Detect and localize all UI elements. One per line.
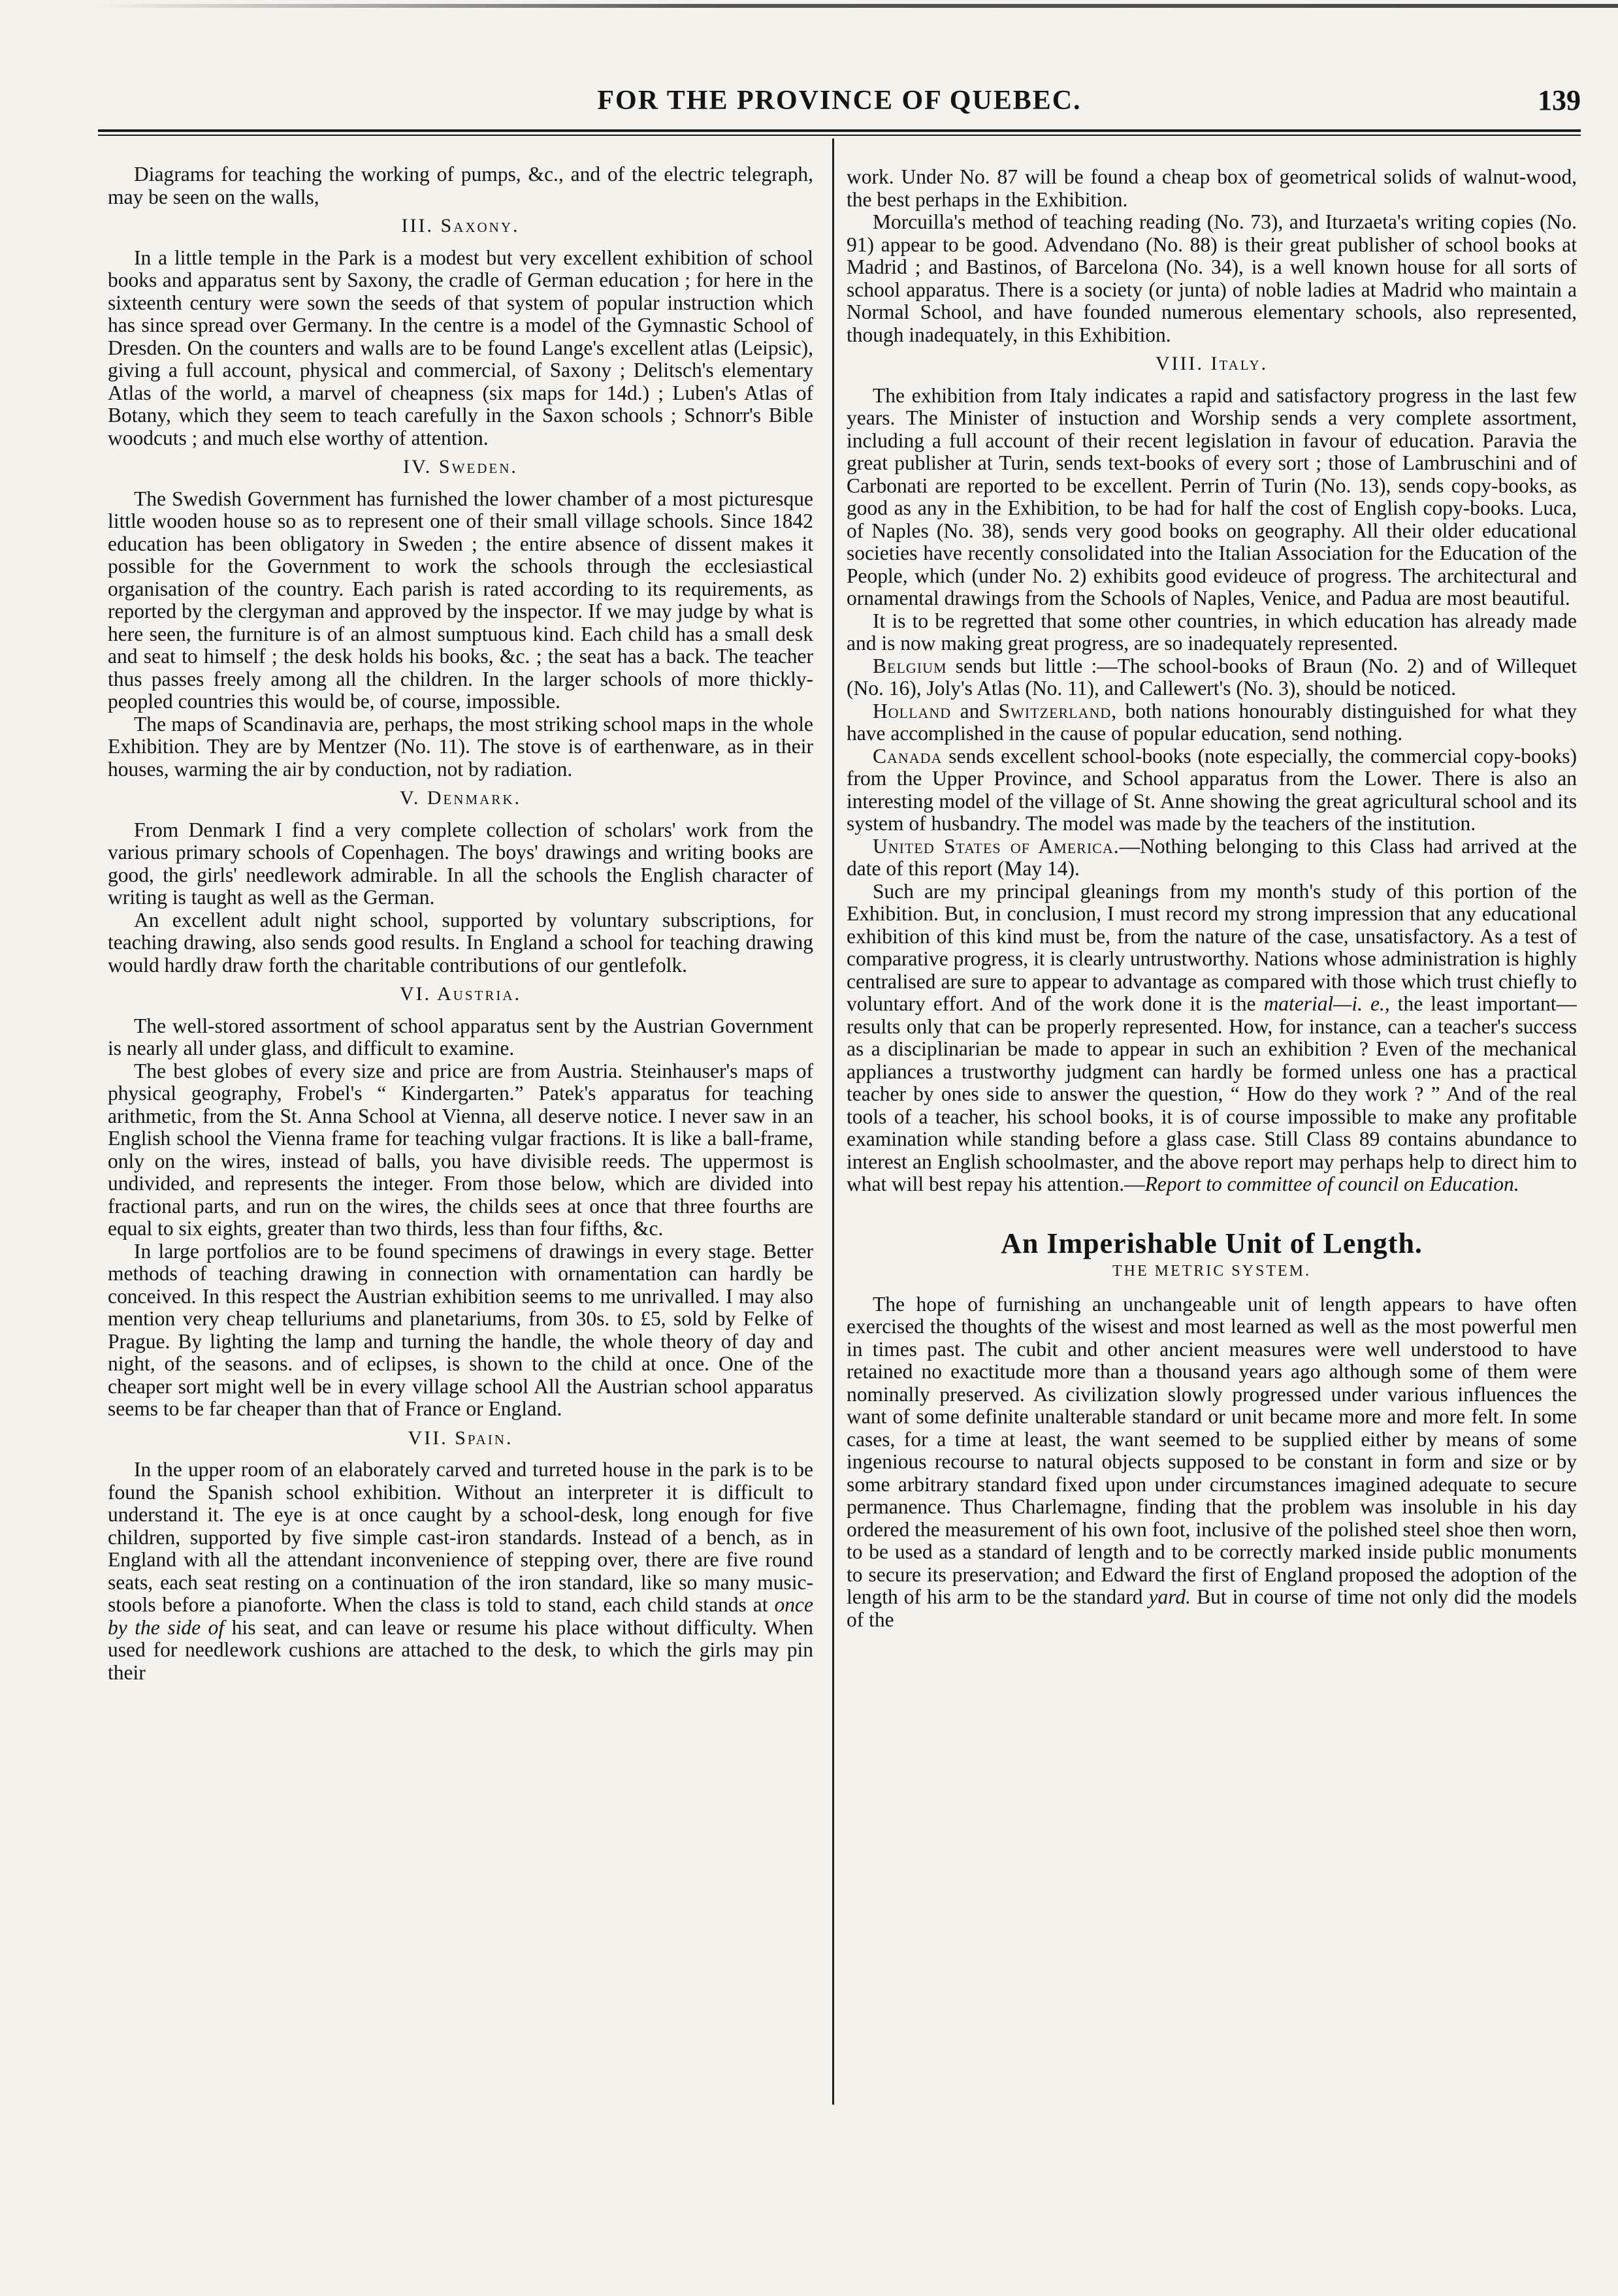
austria-paragraph-1: The well-stored assortment of school apparatus sent by the Austrian Government is nearly all under glass, and difficult to examine. (108, 1014, 813, 1059)
section-heading-denmark: V. Denmark. (400, 787, 521, 809)
usa-paragraph (847, 835, 1577, 881)
holland-paragraph (847, 700, 1577, 745)
top-border-line (91, 4, 1618, 8)
metric-text-a: The hope of furnishing an unchangeable unit of length appears to have often exercised the thoughts of the wisest and most learned as well as the most powerful men in times past. The cubit and other ancient measures were well understood to have retained no exactitude more than a thousand years ago although some of them were nominally preserved. As civilization slowly progressed under various influences the want of some definite unalterable standard or unit became more and more felt. In some cases, for a time at least, the want seemed to be supplied either by means of some ingenious recourse to natural objects supposed to be constant in form and size or by some arbitrary standard fixed upon under circumstances imagined adequate to secure permanence. Thus Charlemagne, finding that the problem was insoluble in his day ordered the measurement of his own foot, inclusive of the polished steel shoe then worn, to be used as a standard of length and to be correctly marked inside public monuments to secure its preservation; and Edward the first of England proposed the adoption of the length of his arm to be the standard (847, 1292, 1577, 1608)
running-title: FOR THE PROVINCE OF QUEBEC. (597, 86, 1082, 116)
article-title: An Imperishable Unit of Length. (1001, 1227, 1423, 1259)
sweden-paragraph-1: The Swedish Government has furnished the lower chamber of a most picturesque little wooden house so as to represent one of their small village schools. Since 1842 education has been obligatory in Sweden ; the entire absence of dissent makes it possible for the Government to work the schools through the ecclesiastical organisation of the country. Each parish is rated according to its requirements, as reported by the clergyman and approved by the inspector. If we may judge by what is here seen, the furniture is of an almost sumptuous kind. Each child has a small desk and seat to himself ; the desk holds his books, &c. ; the seat has a back. The teacher thus passes freely among all the children. In the larger schools of more thickly-peopled countries this would be, of course, impossible. (108, 487, 813, 713)
belgium-paragraph (847, 655, 1577, 700)
metric-emphasis: yard. (1148, 1585, 1191, 1608)
article-subtitle: THE METRIC SYSTEM. (1112, 1263, 1311, 1280)
section-heading-saxony: III. Saxony. (401, 215, 520, 236)
header-rule-thin (98, 135, 1581, 136)
belgium-label: Belgium (873, 654, 947, 677)
switzerland-label: Switzerland (998, 699, 1112, 722)
canada-text: sends excellent school-books (note especially, the commercial copy-books) from the Upper Province, and School apparatus from the Lower. There is also an interesting model of the village of St. Anne showing the great agricultural school and its system of husbandry. The model was made by the teachers of the institution. (847, 744, 1577, 835)
usa-label: United States of America. (873, 834, 1120, 858)
left-column (108, 163, 813, 2123)
section-heading-italy: VIII. Italy. (1155, 353, 1269, 374)
conclusion-emphasis: material—i. e., (1263, 992, 1390, 1015)
italy-paragraph-1: The exhibition from Italy indicates a rapid and satisfactory progress in the last few years. The Minister of instuction and Worship sends a very complete assortment, including a full account of their recent legislation in favour of education. Paravia the great publisher at Turin, sends text-books of every sort ; those of Lambruschini and of Carbonati are reported to be excellent. Perrin of Turin (No. 13), sends copy-books, as good as any in the Exhibition, to be had for half the cost of English copy-books. Luca, of Naples (No. 38), sends very good books on geography. All their older educational societies have recently consolidated into the Italian Association for the Education of the People, which (under No. 2) exhibits good evideuce of progress. The architectural and ornamental drawings from the Schools of Naples, Venice, and Padua are most beautiful. (847, 383, 1577, 609)
usa-text: —Nothing belonging to this Class had arrived at the date of this report (May 14). (847, 834, 1577, 880)
section-heading-sweden: IV. Sweden. (403, 456, 518, 477)
section-heading-austria: VI. Austria. (399, 983, 521, 1005)
sweden-paragraph-2: The maps of Scandinavia are, perhaps, the most striking school maps in the whole Exhibition. They are by Mentzer (No. 11). The stove is of earthenware, as in their houses, warming the air by conduction, not by radiation. (108, 712, 813, 781)
page-header (98, 78, 1581, 124)
spain-continued-1: work. Under No. 87 will be found a cheap box of geometrical solids of walnut-wood, the best perhaps in the Exhibition. (847, 166, 1577, 211)
header-rule-thick (98, 129, 1581, 132)
denmark-paragraph-2: An excellent adult night school, supported by voluntary subscriptions, for teaching drawing, also sends good results. In England a school for teaching drawing would hardly draw forth the charitable contributions of our gentlefolk. (108, 908, 813, 977)
holland-text: , both nations honourably distinguished for what they have accomplished in the cause of popular education, send nothing. (847, 699, 1577, 745)
belgium-text: sends but little :—The school-books of Braun (No. 2) and of Willequet (No. 16), Joly's Atlas (No. 11), and Callewert's (No. 3), should be noticed. (847, 654, 1577, 700)
austria-paragraph-3: In large portfolios are to be found specimens of drawings in every stage. Better methods of teaching drawing in connection with ornamentation can hardly be conceived. In this respect the Austrian exhibition seems to me unrivalled. I may also mention very cheap telluriums and planetariums, from 30s. to £5, sold by Felke of Prague. By lighting the lamp and turning the handle, the whole theory of day and night, of the seasons. and of eclipses, is shown to the child at once. One of the cheaper sort might well be in every village school All the Austrian school apparatus seems to be far cheaper than that of France or England. (108, 1239, 813, 1420)
canada-label: Canada (873, 744, 943, 768)
page-number: 139 (1538, 84, 1581, 116)
spain-text-b: his seat, and can leave or resume his place without difficulty. When used for needlework cushions are attached to the desk, to which the girls may pin their (108, 1615, 813, 1684)
intro-paragraph: Diagrams for teaching the working of pumps, &c., and of the electric telegraph, may be seen on the walls, (108, 163, 813, 208)
austria-paragraph-2: The best globes of every size and price are from Austria. Steinhauser's maps of physical geography, Frobel's “ Kindergarten.” Patek's apparatus for teaching arithmetic, from the St. Anna School at Vienna, all deserve notice. I never saw in an English school the Vienna frame for teaching vulgar fractions. It is like a ball-frame, only on the wires, instead of balls, you have divisible reeds. The uppermost is undivided, and represents the integer. From those below, which are divided into fractional parts, and run on the wires, the childs sees at once that three fourths are equal to six eights, greater than two thirds, less than four fifths, &c. (108, 1059, 813, 1240)
spain-text-emphasis: once by the side of (108, 1593, 813, 1639)
conclusion-signature: Report to committee of council on Education. (1144, 1172, 1519, 1195)
metric-text-b: But in course of time not only did the models of the (847, 1585, 1577, 1631)
column-divider (832, 138, 834, 2105)
spain-paragraph (108, 1459, 813, 1684)
holland-and: and (960, 699, 990, 722)
holland-label: Holland (873, 699, 952, 722)
spain-continued-2: Morcuilla's method of teaching reading (No. 73), and Iturzaeta's writing copies (No. 91) appear to be good. Advendano (No. 88) is their great publisher of school books at Madrid ; and Bastinos, of Barcelona (No. 34), is a well known house for all sorts of school apparatus. There is a society (or junta) of noble ladies at Madrid who maintain a Normal School, and have founded numerous elementary schools, also represented, though inadequately, in this Exhibition. (847, 210, 1577, 346)
conclusion-text-b: the least important—results only that can be properly represented. How, for instance, can a teacher's success as a disciplinarian be made to appear in such an exhibition ? Even of the mechanical appliances a trustworthy judgment can hardly be formed unless one has a practical teacher by ones side to answer the question, “ How do they work ? ” And of the real tools of a teacher, his school books, it is of course impossible to make any profitable examination while standing before a glass case. Still Class 89 contains abundance to interest an English schoolmaster, and the above report may perhaps help to direct him to what will best repay his attention.— (847, 992, 1577, 1195)
conclusion-text-a: Such are my principal gleanings from my month's study of this portion of the Exhibition. But, in conclusion, I must record my strong impression that any educational exhibition of this kind must be, from the nature of the case, unsatisfactory. As a test of comparative progress, it is clearly untrustworthy. Nations whose administration is highly centralised are sure to appear to advantage as compared with those which trust chiefly to voluntary effort. And of the work done it is the (847, 879, 1577, 1015)
italy-paragraph-2: It is to be regretted that some other countries, in which education has already made and is now making great progress, are so inadequately represented. (847, 609, 1577, 655)
metric-paragraph (847, 1293, 1577, 1632)
conclusion-paragraph (847, 881, 1577, 1196)
spain-text-a: In the upper room of an elaborately carved and turreted house in the park is to be found the Spanish school exhibition. Without an interpreter it is difficult to understand it. The eye is at once caught by a school-desk, long enough for five children, supported by five simple cast-iron standards. Instead of a bench, as in England with all the attendant inconvenience of stepping over, there are five round seats, each seat resting on a continuation of the iron standard, like so many music-stools before a pianoforte. When the class is told to stand, each child stands at (108, 1458, 813, 1616)
section-heading-spain: VII. Spain. (408, 1427, 513, 1449)
canada-paragraph (847, 745, 1577, 835)
saxony-paragraph: In a little temple in the Park is a modest but very excellent exhibition of school books and apparatus sent by Saxony, the cradle of German education ; for here in the sixteenth century were sown the seeds of that system of popular instruction which has since spread over Germany. In the centre is a model of the Gymnastic School of Dresden. On the counters and walls are to be found Lange's excellent atlas (Leipsic), giving a full account, physical and commercial, of Saxony ; Delitsch's elementary Atlas of the world, a marvel of cheapness (six maps for 14d.) ; Luben's Atlas of Botany, which they seem to teach carefully in the Saxon schools ; Schnorr's Bible woodcuts ; and much else worthy of attention. (108, 246, 813, 449)
denmark-paragraph-1: From Denmark I find a very complete collection of scholars' work from the various primary schools of Copenhagen. The boys' drawings and writing books are good, the girls' needlework admirable. In all the schools the English character of writing is taught as well as the German. (108, 818, 813, 909)
right-column (847, 166, 1577, 2126)
